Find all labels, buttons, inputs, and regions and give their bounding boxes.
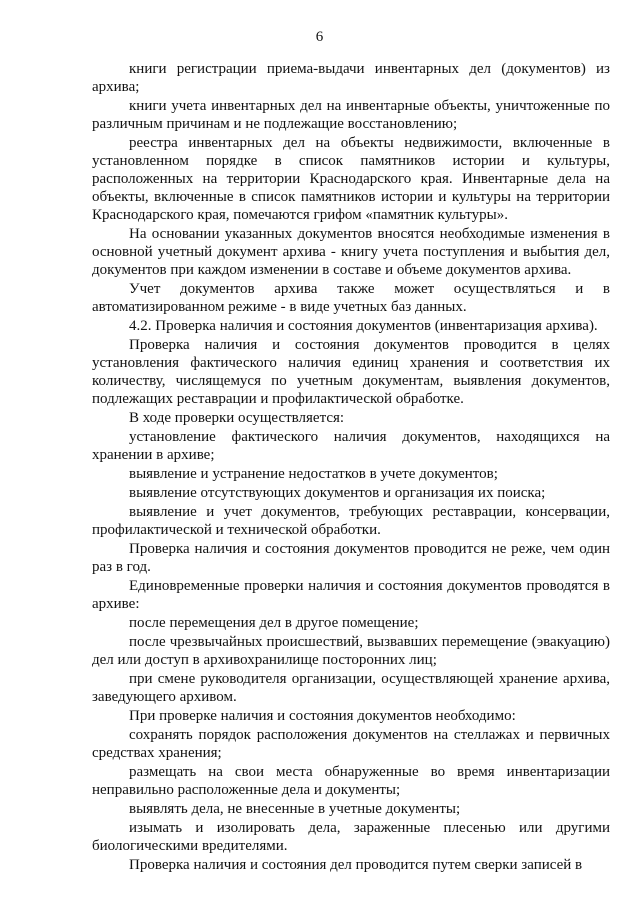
paragraph: Учет документов архива также может осуществляться и в автоматизированном режиме - в виде учетных баз данных.: [92, 281, 610, 315]
paragraph: Проверка наличия и состояния дел проводится путем сверки записей в: [129, 857, 583, 873]
paragraph: установление фактического наличия документов, находящихся на хранении в архиве;: [92, 429, 610, 463]
paragraph: изымать и изолировать дела, зараженные плесенью или другими биологическими вредителями.: [92, 820, 610, 854]
paragraph: Проверка наличия и состояния документов проводится в целях установления фактического наличия единиц хранения и соответствия их количеству, числящемуся по учетным документам, выявления документов, подлежащих реставрации и профилактической обработке.: [92, 337, 610, 407]
paragraph: выявление и учет документов, требующих реставрации, консервации, профилактической и технической обработки.: [92, 504, 610, 538]
paragraph: книги учета инвентарных дел на инвентарные объекты, уничтоженные по различным причинам и не подлежащие восстановлению;: [92, 98, 610, 132]
paragraph: выявление отсутствующих документов и организация их поиска;: [129, 485, 546, 501]
paragraph: книги регистрации приема-выдачи инвентарных дел (документов) из архива;: [92, 61, 610, 95]
paragraph: сохранять порядок расположения документов на стеллажах и первичных средствах хранения;: [92, 727, 610, 761]
paragraph: реестра инвентарных дел на объекты недвижимости, включенные в установленном порядке в список памятников истории и культуры, расположенных на территории Краснодарского края. Инвентарные дела на объекты, включенные в список памятников истории и культуры на территории Краснодарского края, помечаются грифом «памятник культуры».: [92, 135, 610, 223]
document-body: [92, 60, 610, 874]
paragraph: выявление и устранение недостатков в учете документов;: [129, 466, 498, 482]
paragraph: после чрезвычайных происшествий, вызвавших перемещение (эвакуацию) дел или доступ в архивохранилище посторонних лиц;: [92, 634, 610, 668]
paragraph: При проверке наличия и состояния документов необходимо:: [129, 708, 516, 724]
paragraph: выявлять дела, не внесенные в учетные документы;: [129, 801, 461, 817]
paragraph: при смене руководителя организации, осуществляющей хранение архива, заведующего архивом.: [92, 671, 610, 705]
paragraph: Единовременные проверки наличия и состояния документов проводятся в архиве:: [92, 578, 610, 612]
section-heading: 4.2. Проверка наличия и состояния документов (инвентаризация архива).: [129, 318, 598, 334]
paragraph: размещать на свои места обнаруженные во время инвентаризации неправильно расположенные дела и документы;: [92, 764, 610, 798]
page-number: 6: [315, 29, 324, 45]
paragraph: Проверка наличия и состояния документов проводится не реже, чем один раз в год.: [92, 541, 610, 575]
paragraph: В ходе проверки осуществляется:: [129, 410, 345, 426]
paragraph: На основании указанных документов вносятся необходимые изменения в основной учетный документ архива - книгу учета поступления и выбытия дел, документов при каждом изменении в составе и объеме документов архива.: [92, 226, 610, 278]
paragraph: после перемещения дел в другое помещение;: [129, 615, 419, 631]
